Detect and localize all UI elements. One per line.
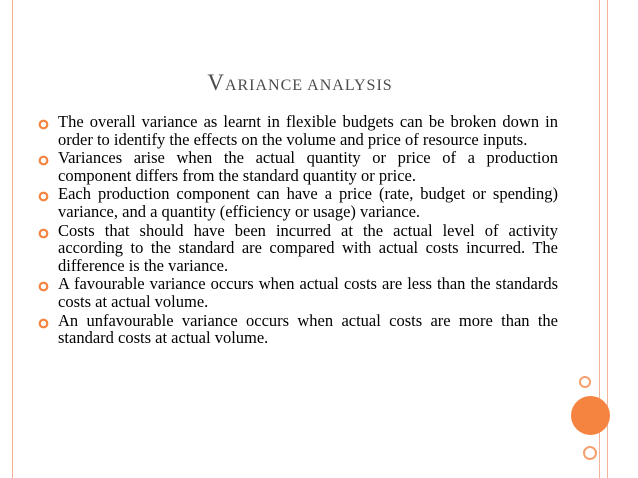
bullet-text: Each production component can have a price (rate, budget or spending) variance, and a quantity (efficiency or usage) variance.	[58, 184, 558, 221]
bullet-circle-icon	[38, 312, 58, 347]
bullet-text: An unfavourable variance occurs when actual costs are more than the standard costs at actual volume.	[58, 310, 558, 348]
list-item	[38, 185, 558, 220]
small-circle-icon	[579, 376, 591, 388]
title-rest: ARIANCE ANALYSIS	[224, 77, 393, 94]
bullet-list	[38, 113, 558, 348]
bullet-circle-icon	[38, 113, 58, 148]
list-item	[38, 275, 558, 310]
bullet-text: A favourable variance occurs when actual costs are less than the standards costs at actual volume.	[58, 274, 558, 311]
tiny-circle-icon	[583, 446, 597, 460]
list-item	[38, 149, 558, 184]
title-initial: V	[207, 70, 225, 95]
bullet-circle-icon	[38, 275, 58, 310]
orange-circle-icon	[571, 396, 610, 435]
list-item	[38, 312, 558, 347]
list-item	[38, 113, 558, 148]
bullet-circle-icon	[38, 149, 58, 184]
bullet-text: Variances arise when the actual quantity or price of a production component differs from the standard quantity or price.	[58, 148, 558, 185]
bullet-text: Costs that should have been incurred at the actual level of activity according to the standard are compared with actual costs incurred. The difference is the variance.	[58, 220, 558, 275]
bullet-circle-icon	[38, 185, 58, 220]
bullet-circle-icon	[38, 222, 58, 275]
list-item	[38, 222, 558, 275]
bullet-text: The overall variance as learnt in flexible budgets can be broken down in order to identify the effects on the volume and price of resource inputs.	[58, 112, 558, 149]
slide-title	[0, 70, 600, 96]
